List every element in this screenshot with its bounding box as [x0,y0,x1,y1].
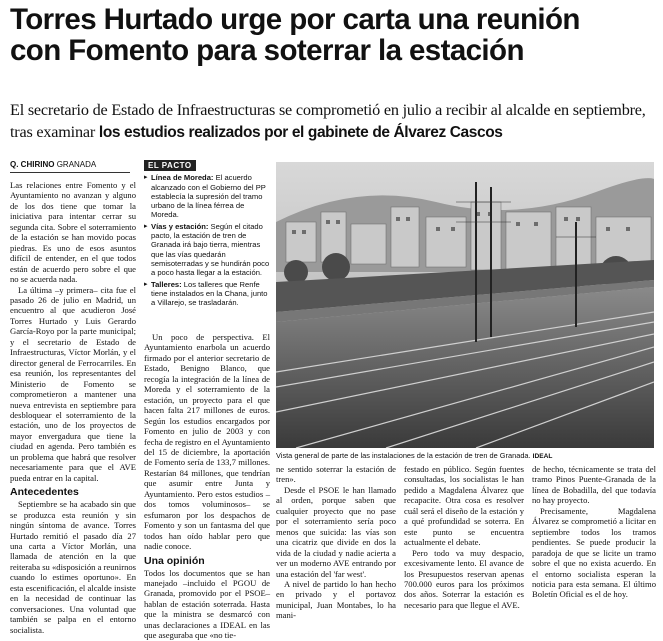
station-photo-illustration [276,162,654,448]
paragraph: Septiembre se ha acabado sin que se produzca esta reunión y sin ningún síntoma de avance. Torres Hurtado remitió el pasado día 27 una carta a Víctor Morlán, una llamada de atención en la que reiteraba su «disposición a reunirnos cuando lo estimes oportuno». En esta escenificación, el alcalde insiste en la necesidad de continuar las conversaciones. Una voluntad que también se palpa en el entorno socialista. [10,499,137,635]
pacto-item-label: Vías y estación: [151,221,209,231]
headline-line-1: Torres Hurtado urge por carta una reunión [10,3,580,36]
pacto-sidebar [144,160,270,326]
paragraph: Las relaciones entre Fomento y el Ayuntamiento no avanzan y alguno de los dos tiene que tomar la iniciativa para intentar cerrar su segunda cita. Sobre el soterramiento de la estación se han movido pocas piedras. Es uno de esos asuntos difícil de entender, en el que todos están de acuerdo pero sobre el que no se acuerda nada. [10,180,136,285]
headline [10,4,658,66]
paragraph: de hecho, técnicamente se trata del tramo Pinos Puente-Granada de la línea de Bobadilla, del que todavía no hay proyecto. [532,464,656,506]
paragraph: Todos los documentos que se han manejado –incluido el PGOU de Granada, promovido por el PSOE– hablan de estación soterrada. Hasta que la ministra se desmarcó con unas declaraciones a IDEAL en las que aseguraba que «no tie- [144,567,270,641]
column-4 [404,464,524,610]
paragraph: Pero todo va muy despacio, excesivamente lento. El avance de los Presupuestos reservan apenas 700.000 euros para los próximos dos años. Soterrar la estación es necesario para que llegue el AVE. [404,547,524,610]
paragraph: Precisamente, Magdalena Álvarez se comprometió a licitar en septiembre todos los tramos pendientes. Se puede producir la paradoja de que se licite un tramo sobre el que no exista acuerdo. En el entorno socialista esperan la noticia para esta semana. El último Boletín Oficial es el de hoy. [532,505,656,600]
subheadline-bold: los estudios realizados por el gabinete de Álvarez Cascos [98,124,503,141]
photo-caption [276,451,656,460]
photo-credit: IDEAL [532,453,553,460]
pacto-item-text: El acuerdo alcanzado con el Gobierno del PP establecía la supresión del tramo urbano de la línea férrea de Moreda. [151,173,266,220]
byline [10,160,96,169]
pacto-item-label: Talleres: [151,279,182,289]
station-photo [276,162,654,448]
pacto-title: EL PACTO [144,160,196,171]
column-2 [144,332,270,641]
paragraph: A nivel de partido lo han hecho en privado y el portavoz municipal, Juan Montabes, lo ha mani- [276,578,396,621]
paragraph: festado en público. Según fuentes consultadas, los socialistas le han pedido a Magdalena Álvarez que recapacite. Otra cosa es resolver cuál será el diseño de la estación y a qué profundidad se soterra. En este punto se encuentra actualmente el debate. [404,464,524,548]
pacto-item [144,280,270,308]
pacto-item-text: Según el citado pacto, la estación de tren de Granada irá bajo tierra, mientras que las vías quedarán semisoterradas y se hundirán poco a poco hasta llegar a la estación. [151,221,270,278]
column-1 [10,180,136,635]
photo-caption-text: Vista general de parte de las instalaciones de la estación de tren de Granada. [276,451,531,460]
paragraph: La última –y primera– cita fue el pasado 26 de julio en Madrid, un encuentro al que acudieron José Torres Hurtado y Luis Gerardo García-Royo por la parte municipal; y el secretario de Estado de Infraestructuras, Víctor Morlán, y el director general de Ferrocarriles. En esa reunión, los representantes del Ministerio de Fomento se comprometieron a mantener una nueva entrevista en septiembre para desbloquear el soterramiento de la estación, uno de los proyectos de mayor envergadura que tiene la ciudad en agenda. Pero también es un problema que habrá que resolver necesariamente para que el AVE pueda entrar en la capital. [10,284,136,483]
pacto-item [144,173,270,219]
pacto-list [144,173,270,307]
subheadline [10,99,660,144]
pacto-item-text: Los talleres que Renfe tiene instalados en la Chana, junto a Villarejo, se trasladarán. [151,279,268,308]
column-3 [276,464,396,621]
paragraph: ne sentido soterrar la estación de tren». [276,464,396,485]
paragraph: Un poco de perspectiva. El Ayuntamiento enarbola un acuerdo firmado por el anterior secretario de Estado, Benigno Blanco, que recogía la integración de la línea de Moreda y el soterramiento de la estación, un proyecto para el que hacen falta 217 millones de euros. Según los estudios encargados por Fomento en julio de 2003 y con fecha de registro en el Ayuntamiento del 15 de diciembre, la aportación de Fomento sería de 133,7 millones. Restarían 84 millones, que tendrían que asumir entre Junta y Ayuntamiento. Pero estos estudios –dos tomos voluminosos– se esfumaron por los despachos de Fomento y son un fantasma del que todos han oído hablar pero que nadie conoce. [144,332,270,552]
section-heading-antecedentes: Antecedentes [10,486,79,499]
headline-line-2: con Fomento para soterrar la estación [10,34,524,67]
column-5 [532,464,656,600]
paragraph: Desde el PSOE le han llamado al orden, porque saben que cualquier proyecto que no pase por el soterramiento sería poco menos que suicida: las vías son una cicatriz que divide en dos la vida de la ciudad y nadie acierta a ver un moderno AVE entrando por una estación del 'far west'. [276,484,396,579]
subheadline-text: El secretario de Estado de Infraestructuras se comprometió en julio a recibir al alcalde en septiembre, tras examinar [10,101,646,141]
byline-rule [10,172,130,173]
pacto-item [144,222,270,278]
section-heading-una-opinion: Una opinión [144,554,205,567]
byline-place: GRANADA [56,160,97,169]
pacto-item-label: Línea de Moreda: [151,173,214,183]
byline-author: Q. CHIRINO [10,160,55,169]
